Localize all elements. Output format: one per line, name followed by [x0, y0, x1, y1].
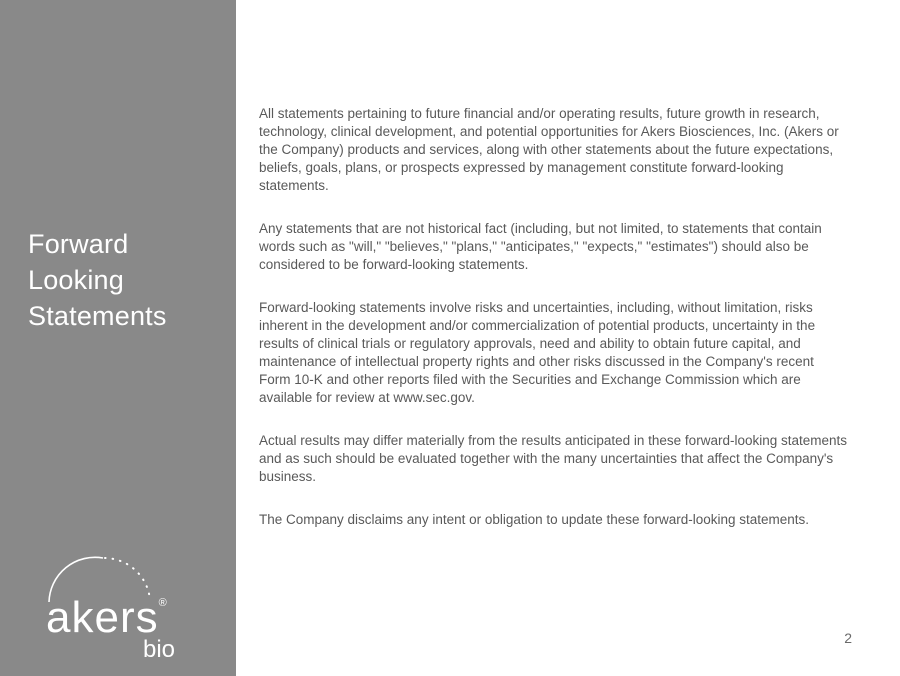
registered-mark: ® — [158, 597, 167, 609]
page-title-line-3: Statements — [28, 301, 167, 331]
paragraph-4: Actual results may differ materially from the results anticipated in these forward-looking statements and as such should be evaluated together with the many uncertainties that affect the Company's business. — [259, 433, 848, 484]
page-title-line-1: Forward — [28, 229, 129, 259]
logo-brand-text — [46, 593, 191, 642]
page-number: 2 — [844, 630, 852, 646]
akers-bio-logo — [46, 576, 191, 662]
page-title-line-2: Looking — [28, 265, 124, 295]
paragraph-1: All statements pertaining to future financial and/or operating results, future growth in research, technology, clinical development, and potential opportunities for Akers Biosciences, Inc. (Akers or the Company) products and services, along with other statements about the future expectations, beliefs, goals, plans, or prospects expressed by management constitute forward-looking statements. — [259, 106, 839, 193]
body-text — [259, 105, 849, 554]
paragraph-3: Forward-looking statements involve risks and uncertainties, including, without limitation, risks inherent in the development and/or commercialization of potential products, uncertainty in the results of clinical trials or regulatory approvals, need and ability to obtain future capital, and maintenance of intellectual property rights and other risks discussed in the Company's recent Form 10-K and other reports filed with the Securities and Exchange Commission which are available for review at www.sec.gov. — [259, 300, 816, 405]
sidebar — [0, 0, 236, 676]
paragraph-5: The Company disclaims any intent or obligation to update these forward-looking statements. — [259, 512, 810, 527]
page-title — [28, 226, 167, 334]
paragraph-2: Any statements that are not historical fact (including, but not limited, to statements that contain words such as "will," "believes," "plans," "anticipates," "expects," "estimates") should also be considered to be forward-looking statements. — [259, 221, 822, 272]
logo-sub-text: bio — [142, 636, 175, 663]
logo-brand: akers — [46, 593, 159, 642]
